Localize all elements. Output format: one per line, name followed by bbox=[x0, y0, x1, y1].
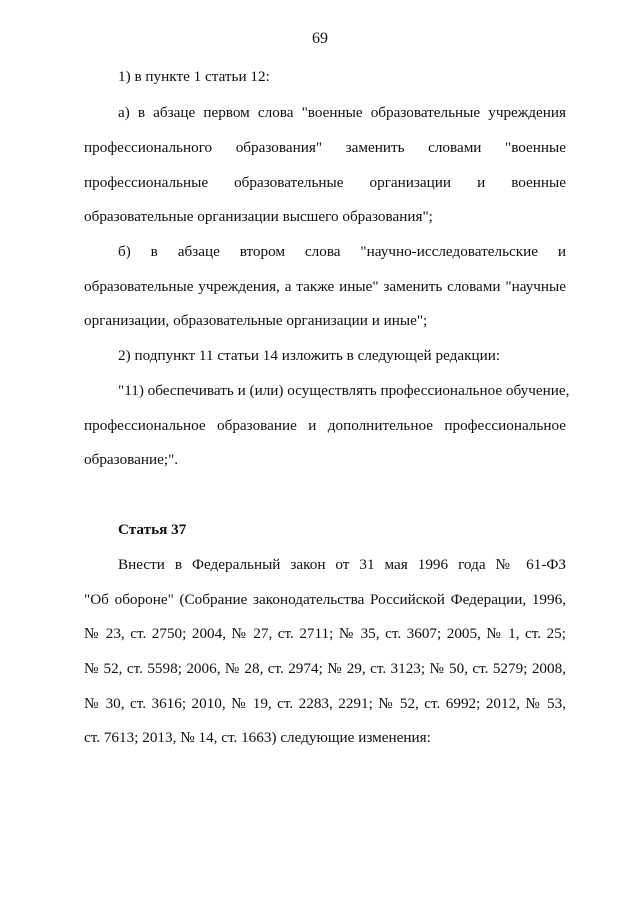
quoted-text-line: образование;". bbox=[84, 451, 179, 468]
article-text-line: № 23, ст. 2750; 2004, № 27, ст. 2711; № 35, ст. 3607; 2005, № 1, ст. 25; bbox=[84, 625, 566, 642]
article-heading: Статья 37 bbox=[118, 521, 187, 538]
article-text-line: № 52, ст. 5598; 2006, № 28, ст. 2974; № 29, ст. 3123; № 50, ст. 5279; 2008, bbox=[84, 660, 566, 677]
text-line: организации, образовательные организации и иные"; bbox=[84, 312, 428, 329]
text-line-item-1: 1) в пункте 1 статьи 12: bbox=[118, 68, 270, 85]
text-line-item-2: 2) подпункт 11 статьи 14 изложить в следующей редакции: bbox=[118, 347, 501, 364]
article-text-line: № 30, ст. 3616; 2010, № 19, ст. 2283, 2291; № 52, ст. 6992; 2012, № 53, bbox=[84, 695, 566, 712]
text-line: профессионального образования" заменить словами "военные bbox=[84, 139, 566, 156]
text-line: образовательные учреждения, а также иные" заменить словами "научные bbox=[84, 278, 566, 295]
text-line: профессиональные образовательные организации и военные bbox=[84, 174, 566, 191]
text-line: образовательные организации высшего образования"; bbox=[84, 208, 433, 225]
text-line-item-a: а) в абзаце первом слова "военные образовательные учреждения bbox=[118, 104, 566, 121]
text-line-item-b: б) в абзаце втором слова "научно-исследовательские и bbox=[118, 243, 566, 260]
article-text-line: ст. 7613; 2013, № 14, ст. 1663) следующие изменения: bbox=[84, 729, 431, 746]
page-number: 69 bbox=[312, 30, 328, 47]
article-text-line: Внести в Федеральный закон от 31 мая 1996 года № 61-ФЗ bbox=[118, 556, 566, 573]
quoted-text-line: "11) обеспечивать и (или) осуществлять профессиональное обучение, bbox=[118, 382, 570, 399]
quoted-text-line: профессиональное образование и дополнительное профессиональное bbox=[84, 417, 566, 434]
article-text-line: "Об обороне" (Собрание законодательства Российской Федерации, 1996, bbox=[84, 591, 566, 608]
